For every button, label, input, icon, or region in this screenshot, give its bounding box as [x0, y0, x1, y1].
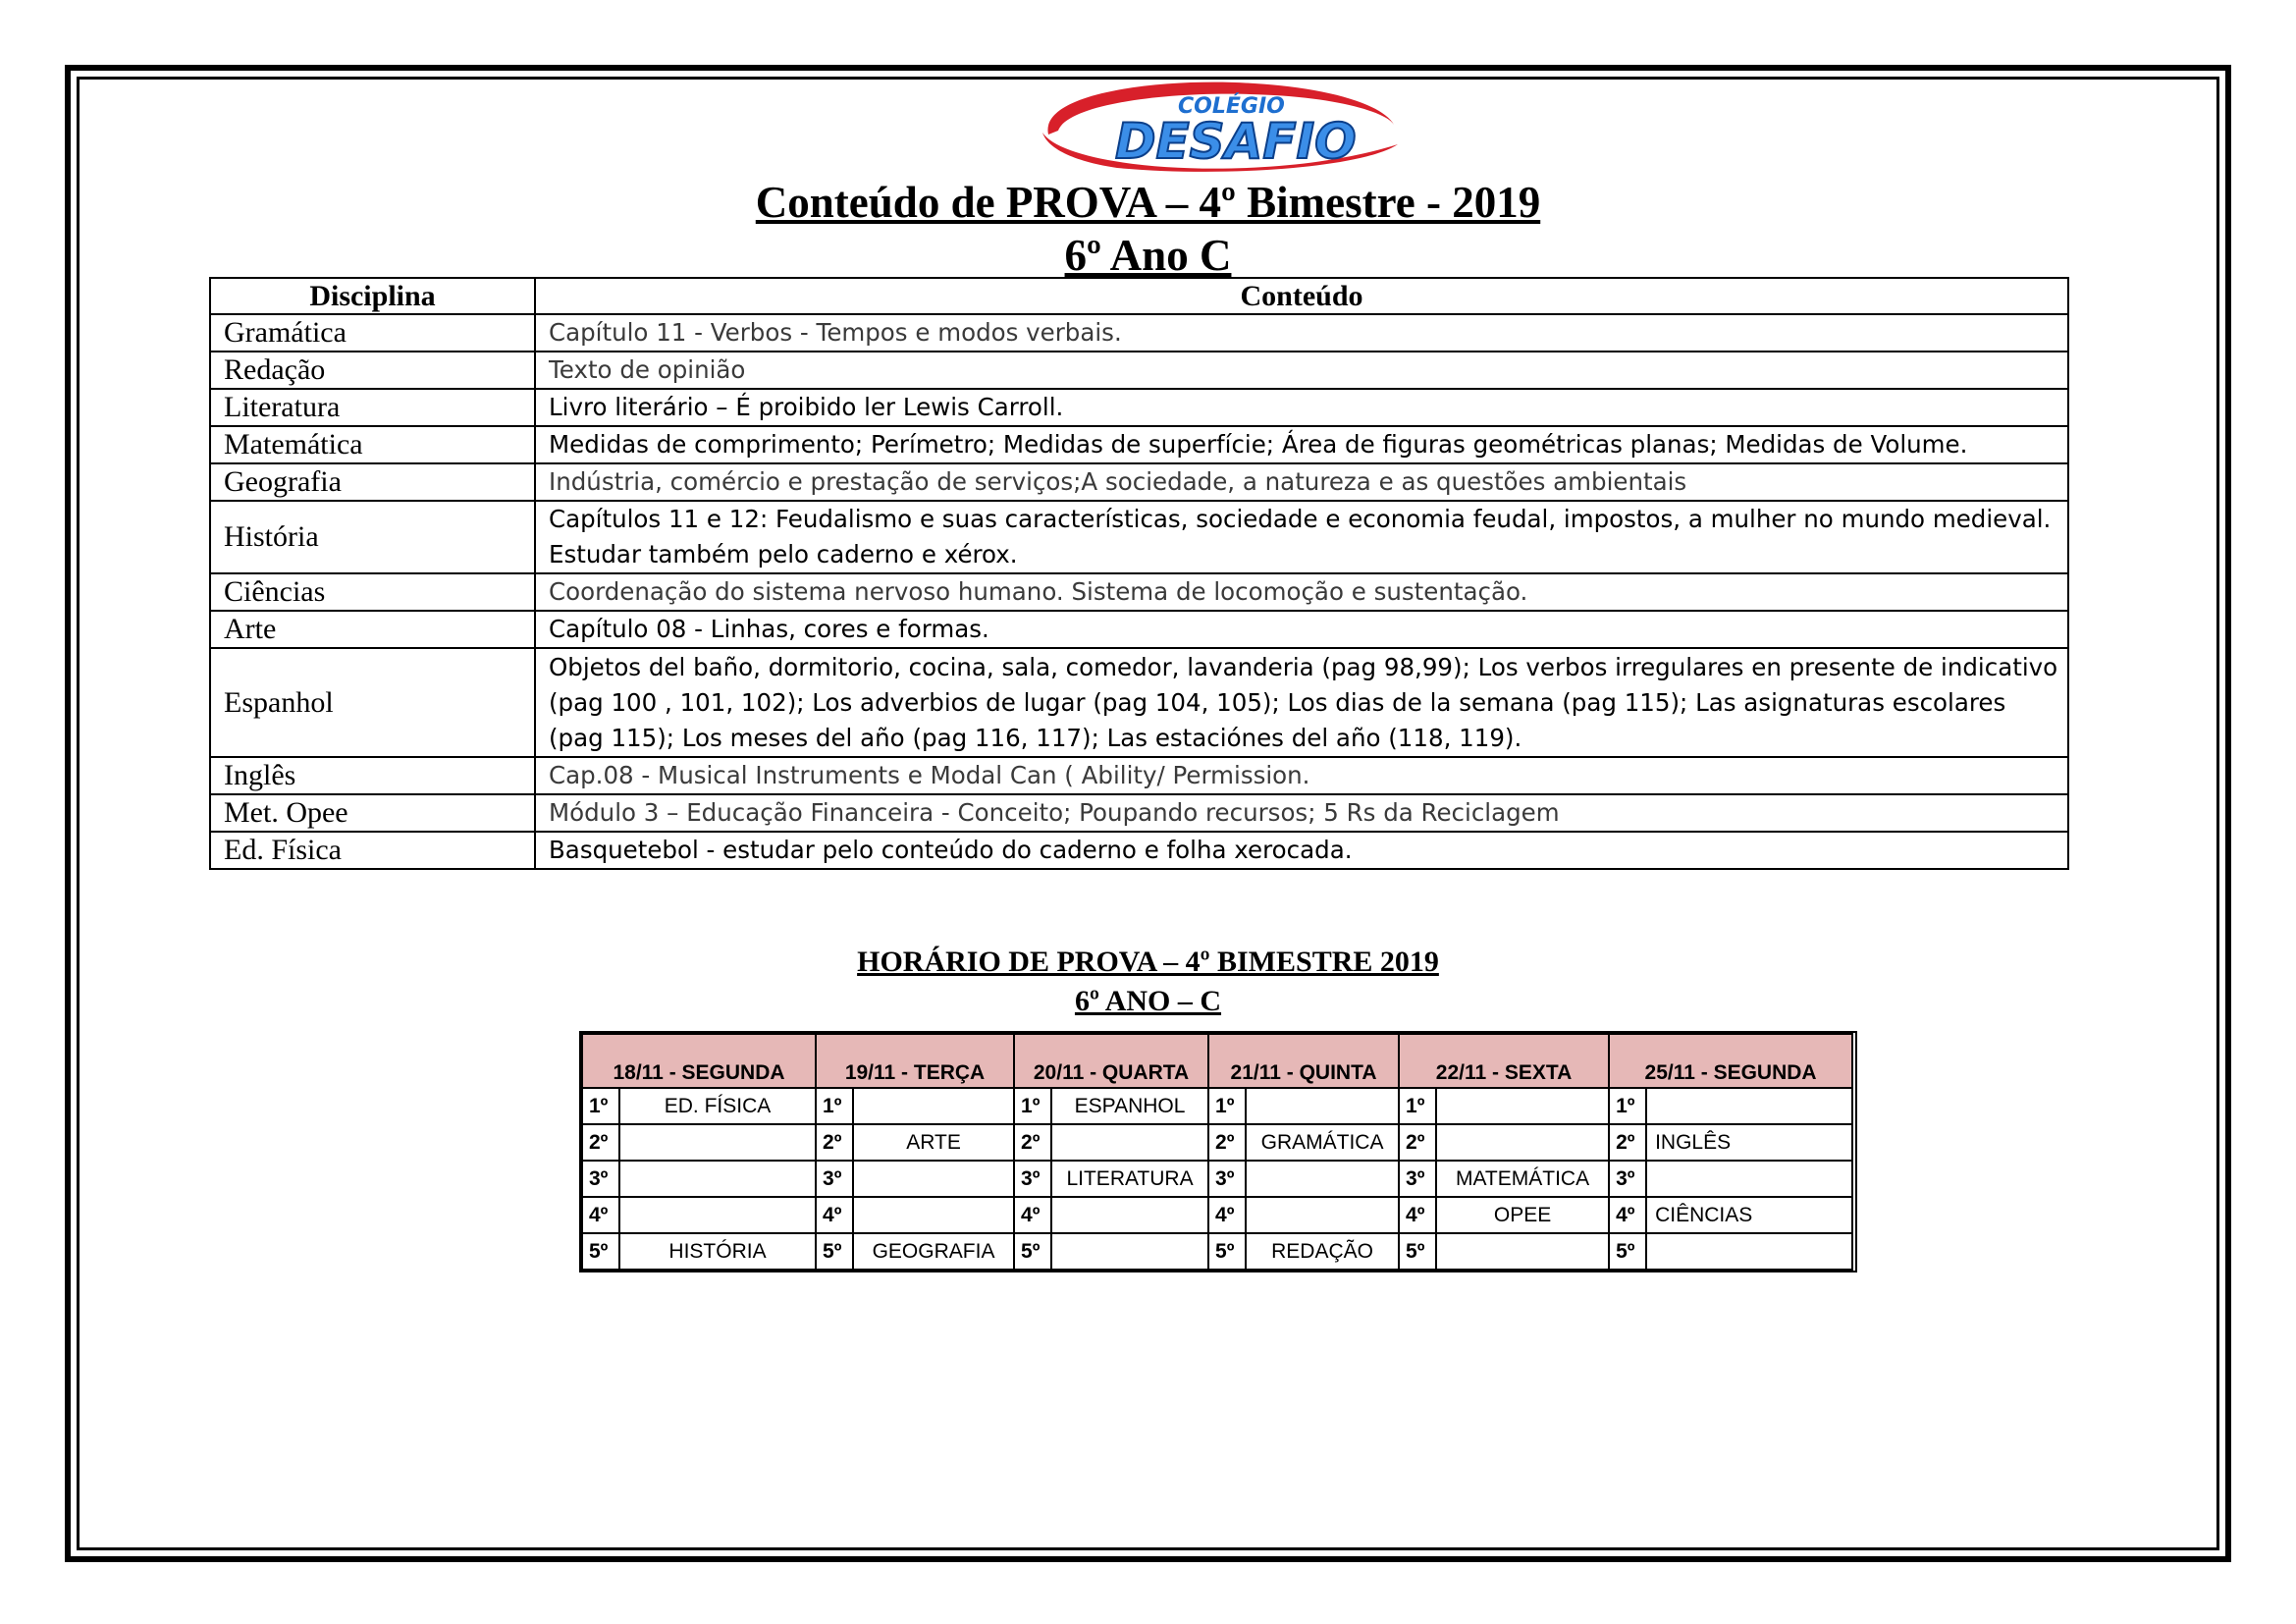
period-number: 5º	[1609, 1233, 1646, 1270]
school-logo	[1029, 74, 1406, 180]
exam-cell	[1646, 1088, 1852, 1124]
table-header-row	[210, 278, 2068, 314]
exam-cell	[853, 1161, 1014, 1197]
exam-cell	[853, 1197, 1014, 1233]
day-header: 18/11 - SEGUNDA	[582, 1034, 816, 1088]
day-header: 25/11 - SEGUNDA	[1609, 1034, 1852, 1088]
logo-text-desafio: DESAFIO	[1115, 113, 1357, 170]
class-title: 6º Ano C	[1064, 231, 1232, 280]
exam-cell: HISTÓRIA	[619, 1233, 816, 1270]
period-number: 2º	[816, 1124, 853, 1161]
period-number: 4º	[1014, 1197, 1051, 1233]
exam-cell	[1246, 1161, 1399, 1197]
discipline-cell: Geografia	[210, 463, 535, 501]
content-cell: Capítulos 11 e 12: Feudalismo e suas características, sociedade e economia feudal, impostos, a mulher no mundo medieval. Estudar também pelo caderno e xérox.	[535, 501, 2068, 573]
exam-cell: LITERATURA	[1051, 1161, 1208, 1197]
schedule-row	[582, 1124, 1852, 1161]
period-number: 1º	[1399, 1088, 1436, 1124]
exam-cell	[1051, 1124, 1208, 1161]
discipline-cell: Gramática	[210, 314, 535, 352]
period-number: 2º	[582, 1124, 619, 1161]
period-number: 2º	[1014, 1124, 1051, 1161]
day-header: 22/11 - SEXTA	[1399, 1034, 1609, 1088]
day-header: 20/11 - QUARTA	[1014, 1034, 1208, 1088]
schedule-table	[581, 1033, 1853, 1271]
discipline-cell: Matemática	[210, 426, 535, 463]
period-number: 3º	[1609, 1161, 1646, 1197]
schedule-row	[582, 1197, 1852, 1233]
schedule-row	[582, 1088, 1852, 1124]
exam-cell: GRAMÁTICA	[1246, 1124, 1399, 1161]
content-cell: Indústria, comércio e prestação de serviços;A sociedade, a natureza e as questões ambientais	[535, 463, 2068, 501]
exam-cell	[1646, 1161, 1852, 1197]
logo-text-colegio: COLÉGIO	[1178, 94, 1285, 119]
exam-cell	[1246, 1197, 1399, 1233]
table-row	[210, 463, 2068, 501]
table-row	[210, 501, 2068, 573]
exam-cell	[619, 1197, 816, 1233]
content-cell: Basquetebol - estudar pelo conteúdo do caderno e folha xerocada.	[535, 832, 2068, 869]
period-number: 1º	[582, 1088, 619, 1124]
period-number: 4º	[1609, 1197, 1646, 1233]
period-number: 4º	[582, 1197, 619, 1233]
period-number: 1º	[1609, 1088, 1646, 1124]
exam-cell: OPEE	[1436, 1197, 1609, 1233]
table-row	[210, 573, 2068, 611]
exam-cell: GEOGRAFIA	[853, 1233, 1014, 1270]
table-row	[210, 757, 2068, 794]
exam-cell: ARTE	[853, 1124, 1014, 1161]
exam-cell	[1051, 1197, 1208, 1233]
discipline-cell: Met. Opee	[210, 794, 535, 832]
exam-cell: ESPANHOL	[1051, 1088, 1208, 1124]
content-cell: Medidas de comprimento; Perímetro; Medidas de superfície; Área de figuras geométricas planas; Medidas de Volume.	[535, 426, 2068, 463]
table-row	[210, 794, 2068, 832]
period-number: 3º	[1208, 1161, 1246, 1197]
content-cell: Livro literário – É proibido ler Lewis Carroll.	[535, 389, 2068, 426]
table-row	[210, 352, 2068, 389]
period-number: 5º	[816, 1233, 853, 1270]
table-row	[210, 426, 2068, 463]
discipline-cell: Inglês	[210, 757, 535, 794]
schedule-row	[582, 1233, 1852, 1270]
period-number: 3º	[582, 1161, 619, 1197]
period-number: 2º	[1609, 1124, 1646, 1161]
exam-cell	[1051, 1233, 1208, 1270]
discipline-cell: Redação	[210, 352, 535, 389]
column-header-discipline: Disciplina	[210, 278, 535, 314]
discipline-cell: História	[210, 501, 535, 573]
content-table	[209, 277, 2069, 870]
period-number: 1º	[1208, 1088, 1246, 1124]
period-number: 3º	[1399, 1161, 1436, 1197]
discipline-cell: Literatura	[210, 389, 535, 426]
content-cell: Objetos del baño, dormitorio, cocina, sala, comedor, lavanderia (pag 98,99); Los verbos irregulares en presente de indicativo (pag 100 , 101, 102); Los adverbios de lugar (pag 104, 105); Los dias de la semana (pag 115); Las asignaturas escolares (pag 115); Los meses del año (pag 116, 117); Las estaciónes del año (118, 119).	[535, 648, 2068, 757]
schedule-class-title: 6º ANO – C	[1074, 985, 1222, 1017]
content-cell: Coordenação do sistema nervoso humano. Sistema de locomoção e sustentação.	[535, 573, 2068, 611]
table-row	[210, 648, 2068, 757]
exam-cell	[1436, 1233, 1609, 1270]
exam-cell	[619, 1161, 816, 1197]
day-header: 21/11 - QUINTA	[1208, 1034, 1399, 1088]
exam-cell: ED. FÍSICA	[619, 1088, 816, 1124]
discipline-cell: Arte	[210, 611, 535, 648]
exam-cell	[619, 1124, 816, 1161]
day-header: 19/11 - TERÇA	[816, 1034, 1014, 1088]
period-number: 4º	[1399, 1197, 1436, 1233]
table-row	[210, 389, 2068, 426]
exam-cell	[853, 1088, 1014, 1124]
exam-cell	[1646, 1233, 1852, 1270]
period-number: 3º	[816, 1161, 853, 1197]
exam-cell	[1246, 1088, 1399, 1124]
exam-cell: REDAÇÃO	[1246, 1233, 1399, 1270]
period-number: 2º	[1399, 1124, 1436, 1161]
exam-cell	[1436, 1088, 1609, 1124]
content-cell: Capítulo 08 - Linhas, cores e formas.	[535, 611, 2068, 648]
period-number: 1º	[816, 1088, 853, 1124]
schedule-row	[582, 1161, 1852, 1197]
table-row	[210, 314, 2068, 352]
period-number: 2º	[1208, 1124, 1246, 1161]
period-number: 5º	[582, 1233, 619, 1270]
exam-cell	[1436, 1124, 1609, 1161]
period-number: 5º	[1399, 1233, 1436, 1270]
discipline-cell: Ciências	[210, 573, 535, 611]
period-number: 4º	[1208, 1197, 1246, 1233]
exam-cell: CIÊNCIAS	[1646, 1197, 1852, 1233]
exam-cell: MATEMÁTICA	[1436, 1161, 1609, 1197]
schedule-title: HORÁRIO DE PROVA – 4º BIMESTRE 2019	[857, 946, 1439, 978]
page-title: Conteúdo de PROVA – 4º Bimestre - 2019	[755, 178, 1541, 227]
content-cell: Cap.08 - Musical Instruments e Modal Can ( Ability/ Permission.	[535, 757, 2068, 794]
period-number: 5º	[1014, 1233, 1051, 1270]
content-cell: Capítulo 11 - Verbos - Tempos e modos verbais.	[535, 314, 2068, 352]
table-row	[210, 611, 2068, 648]
content-cell: Texto de opinião	[535, 352, 2068, 389]
discipline-cell: Espanhol	[210, 648, 535, 757]
column-header-content: Conteúdo	[535, 278, 2068, 314]
schedule-header-row	[582, 1034, 1852, 1088]
discipline-cell: Ed. Física	[210, 832, 535, 869]
period-number: 3º	[1014, 1161, 1051, 1197]
table-row	[210, 832, 2068, 869]
content-cell: Módulo 3 – Educação Financeira - Conceito; Poupando recursos; 5 Rs da Reciclagem	[535, 794, 2068, 832]
period-number: 5º	[1208, 1233, 1246, 1270]
period-number: 1º	[1014, 1088, 1051, 1124]
exam-cell: INGLÊS	[1646, 1124, 1852, 1161]
period-number: 4º	[816, 1197, 853, 1233]
